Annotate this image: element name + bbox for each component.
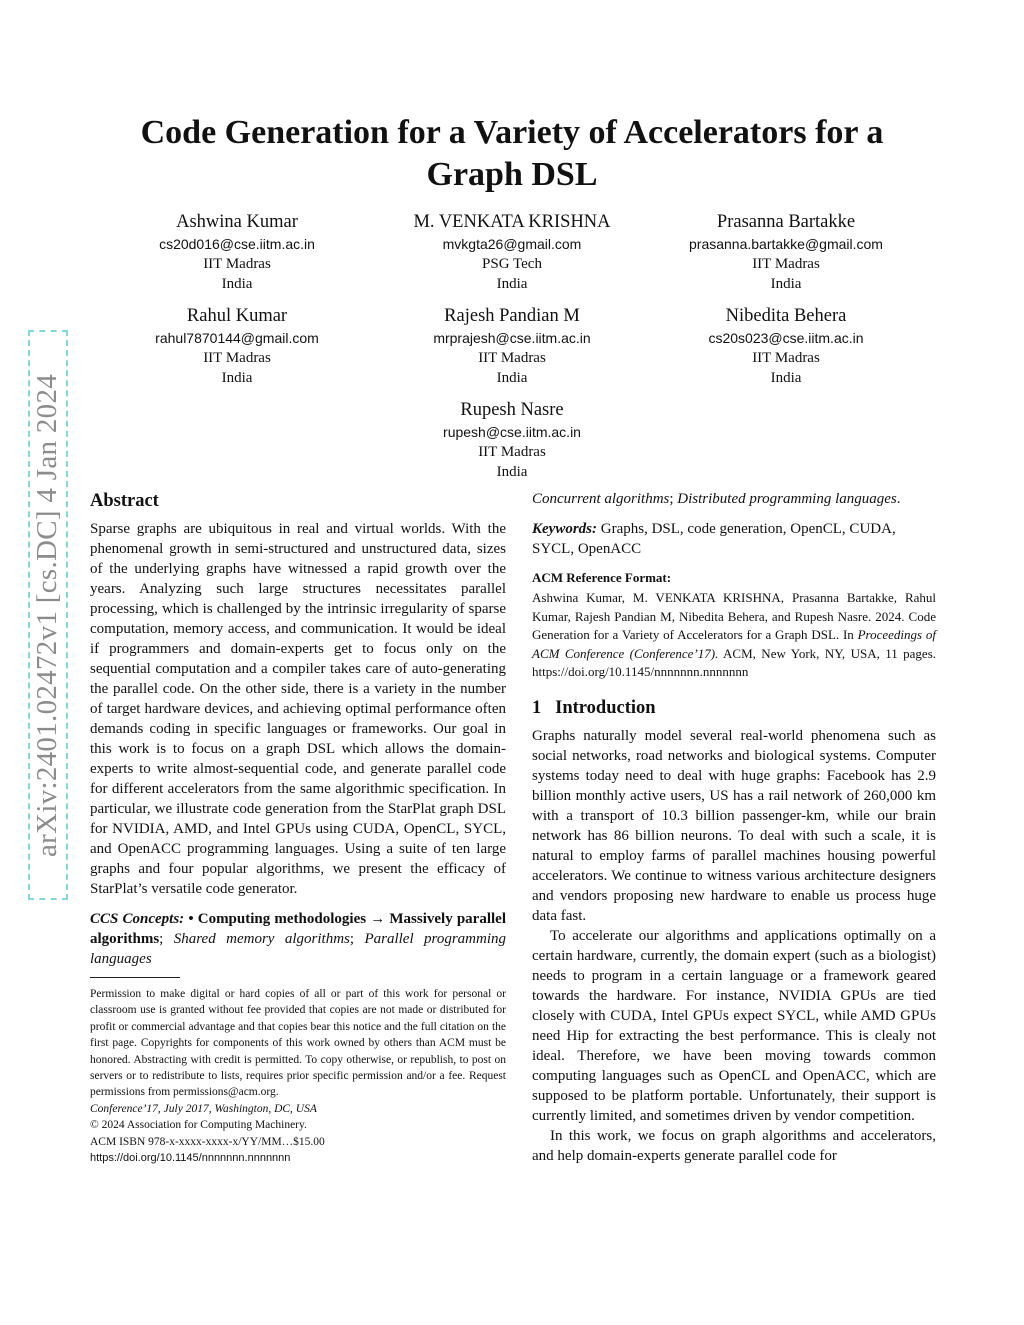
footnote-rule bbox=[90, 977, 180, 978]
author-block bbox=[636, 304, 936, 388]
author-country: India bbox=[770, 276, 802, 292]
author-email[interactable]: rahul7870144@gmail.com bbox=[155, 330, 319, 346]
author-name: Rupesh Nasre bbox=[460, 400, 564, 420]
left-column bbox=[90, 489, 506, 1166]
arxiv-id: arXiv:2401.02472v1 [cs.DC] 4 Jan 2024 bbox=[31, 373, 64, 857]
author-block bbox=[87, 210, 387, 294]
ccs-primary: • Computing methodologies → Massively parallel algorithms bbox=[90, 911, 507, 947]
ccs-continued bbox=[532, 489, 936, 509]
ccs-separator: ; bbox=[349, 931, 365, 947]
doi-link[interactable]: https://doi.org/10.1145/nnnnnnn.nnnnnnn bbox=[90, 1152, 291, 1165]
author-email[interactable]: cs20s023@cse.iitm.ac.in bbox=[708, 330, 864, 346]
author-block bbox=[636, 210, 936, 294]
author-affiliation: IIT Madras bbox=[203, 350, 271, 366]
ccs-concepts bbox=[90, 909, 506, 969]
author-email[interactable]: cs20d016@cse.iitm.ac.in bbox=[159, 236, 315, 252]
author-country: India bbox=[221, 276, 253, 292]
acm-ref-venue: Proceedings of ACM Conference (Conference’17). bbox=[532, 627, 936, 661]
ccs-end: . bbox=[896, 491, 901, 507]
intro-title: Introduction bbox=[555, 697, 656, 718]
acm-ref-part1: Ashwina Kumar, M. VENKATA KRISHNA, Prasanna Bartakke, Rahul Kumar, Rajesh Pandian M, Nibedita Behera, and Rupesh Nasre. 2024. Code Generation for a Variety of Accelerators for a Graph DSL. In bbox=[532, 590, 936, 642]
author-name: Prasanna Bartakke bbox=[716, 212, 856, 232]
ccs-item: Parallel programming languages bbox=[90, 931, 506, 967]
author-email[interactable]: rupesh@cse.iitm.ac.in bbox=[443, 424, 581, 440]
author-affiliation: IIT Madras bbox=[752, 350, 820, 366]
acm-ref-heading: ACM Reference Format: bbox=[532, 570, 672, 585]
author-email[interactable]: prasanna.bartakke@gmail.com bbox=[689, 236, 883, 252]
author-affiliation: PSG Tech bbox=[482, 256, 542, 272]
author-name: Ashwina Kumar bbox=[176, 212, 298, 232]
acm-ref-part2: ACM, New York, NY, USA, 11 pages. https://doi.org/10.1145/nnnnnnn.nnnnnnn bbox=[532, 645, 936, 679]
author-block bbox=[362, 210, 662, 294]
permission-notice: Permission to make digital or hard copies of all or part of this work for personal or classroom use is granted without fee provided that copies are not made or distributed for profit or commercial advantage and that copies bear this notice and the full citation on the first page. Copyrights for components of this work owned by others than ACM must be honored. Abstracting with credit is permitted. To copy otherwise, or republish, to post on servers or to redistribute to lists, requires prior specific permission and/or a fee. Request permissions from permissions@acm.org. bbox=[90, 988, 506, 1099]
author-country: India bbox=[496, 464, 528, 480]
ccs-separator: ; bbox=[669, 491, 678, 507]
ccs-separator: ; bbox=[159, 931, 174, 947]
abstract-text: Sparse graphs are ubiquitous in real and virtual worlds. With the phenomenal growth in semi-structured and unstructured data, sizes of the underlying graphs have witnessed a rapid growth over the years. Analyzing such large structures necessitates parallel processing, which is challenged by the intrinsic irregularity of sparse computation, memory access, and communication. It would be ideal if programmers and domain-experts get to focus only on the sequential computation and a compiler takes care of auto-generating the parallel code. On the other side, there is a variety in the number of target hardware devices, and achieving optimal performance often demands coding in specific languages or frameworks. Our goal in this work is to focus on a graph DSL which allows the domain-experts to write almost-sequential code, and generate parallel code for different accelerators from the same algorithmic specification. In particular, we illustrate code generation from the StarPlat graph DSL for NVIDIA, AMD, and Intel GPUs using CUDA, OpenCL, SYCL, and OpenACC programming languages. Using a suite of ten large graphs and four popular algorithms, we present the efficacy of StarPlat’s versatile code generator. bbox=[90, 521, 506, 897]
author-block bbox=[362, 304, 662, 388]
keywords-text: Graphs, DSL, code generation, OpenCL, CUDA, SYCL, OpenACC bbox=[532, 521, 896, 557]
author-country: India bbox=[770, 370, 802, 386]
ccs-item: Shared memory algorithms bbox=[173, 931, 350, 947]
isbn-line: ACM ISBN 978-x-xxxx-xxxx-x/YY/MM…$15.00 bbox=[90, 1135, 325, 1148]
conference-line: Conference’17, July 2017, Washington, DC, USA bbox=[90, 1102, 317, 1115]
intro-paragraph-2: To accelerate our algorithms and applications optimally on a certain hardware, currently, the domain expert (such as a biologist) needs to program in a certain language or a framework geared towards the hardware. For instance, NVIDIA GPUs are tied closely with CUDA, Intel GPUs expect SYCL, while AMD GPUs need Hip for extracting the best performance. This is clealy not ideal. Therefore, we have been moving towards common computing languages such as OpenCL and OpenACC, which are supposed to be platform portable. Unfortunately, their support is currently limited, and sometimes driven by vendor competition. bbox=[532, 927, 936, 1124]
author-affiliation: IIT Madras bbox=[203, 256, 271, 272]
author-email[interactable]: mrprajesh@cse.iitm.ac.in bbox=[433, 330, 591, 346]
author-name: Nibedita Behera bbox=[725, 306, 847, 326]
author-affiliation: IIT Madras bbox=[752, 256, 820, 272]
arxiv-sidebar-stamp bbox=[28, 330, 68, 900]
author-affiliation: IIT Madras bbox=[478, 444, 546, 460]
keywords-label: Keywords: bbox=[532, 521, 597, 537]
ccs-item: Concurrent algorithms bbox=[532, 491, 670, 507]
keywords bbox=[532, 519, 936, 559]
author-country: India bbox=[221, 370, 253, 386]
intro-paragraph-3: In this work, we focus on graph algorithms and accelerators, and help domain-experts generate parallel code for bbox=[532, 1127, 936, 1164]
acm-ref-text bbox=[532, 589, 936, 682]
intro-number: 1 bbox=[532, 697, 542, 718]
ccs-item: Distributed programming languages bbox=[677, 491, 897, 507]
abstract-heading: Abstract bbox=[90, 491, 159, 511]
author-country: India bbox=[496, 370, 528, 386]
copyright-line: © 2024 Association for Computing Machinery. bbox=[90, 1119, 307, 1132]
author-country: India bbox=[496, 276, 528, 292]
author-name: Rahul Kumar bbox=[186, 306, 288, 326]
intro-paragraph-1: Graphs naturally model several real-world phenomena such as social networks, road networks and biological systems. Computer systems today need to deal with huge graphs: Facebook has 2.9 billion monthly active users, US has a rail network of 260,000 km with a transport of 10.3 billion passenger-km, while our brain network has 86 billion neurons. To deal with such a scale, it is natural to employ farms of parallel machines housing powerful accelerators. We continue to witness various architecture designers and vendors proposing new hardware to enable us process huge data fast. bbox=[532, 727, 936, 924]
intro-heading bbox=[532, 696, 936, 720]
author-block bbox=[362, 398, 662, 482]
author-email[interactable]: mvkgta26@gmail.com bbox=[442, 236, 582, 252]
author-block bbox=[87, 304, 387, 388]
author-affiliation: IIT Madras bbox=[478, 350, 546, 366]
right-column bbox=[532, 489, 936, 1166]
author-name: M. VENKATA KRISHNA bbox=[413, 212, 611, 232]
paper-title: Code Generation for a Variety of Accelerators for a Graph DSL bbox=[140, 114, 884, 193]
author-name: Rajesh Pandian M bbox=[444, 306, 580, 326]
ccs-label: CCS Concepts: bbox=[90, 911, 185, 927]
